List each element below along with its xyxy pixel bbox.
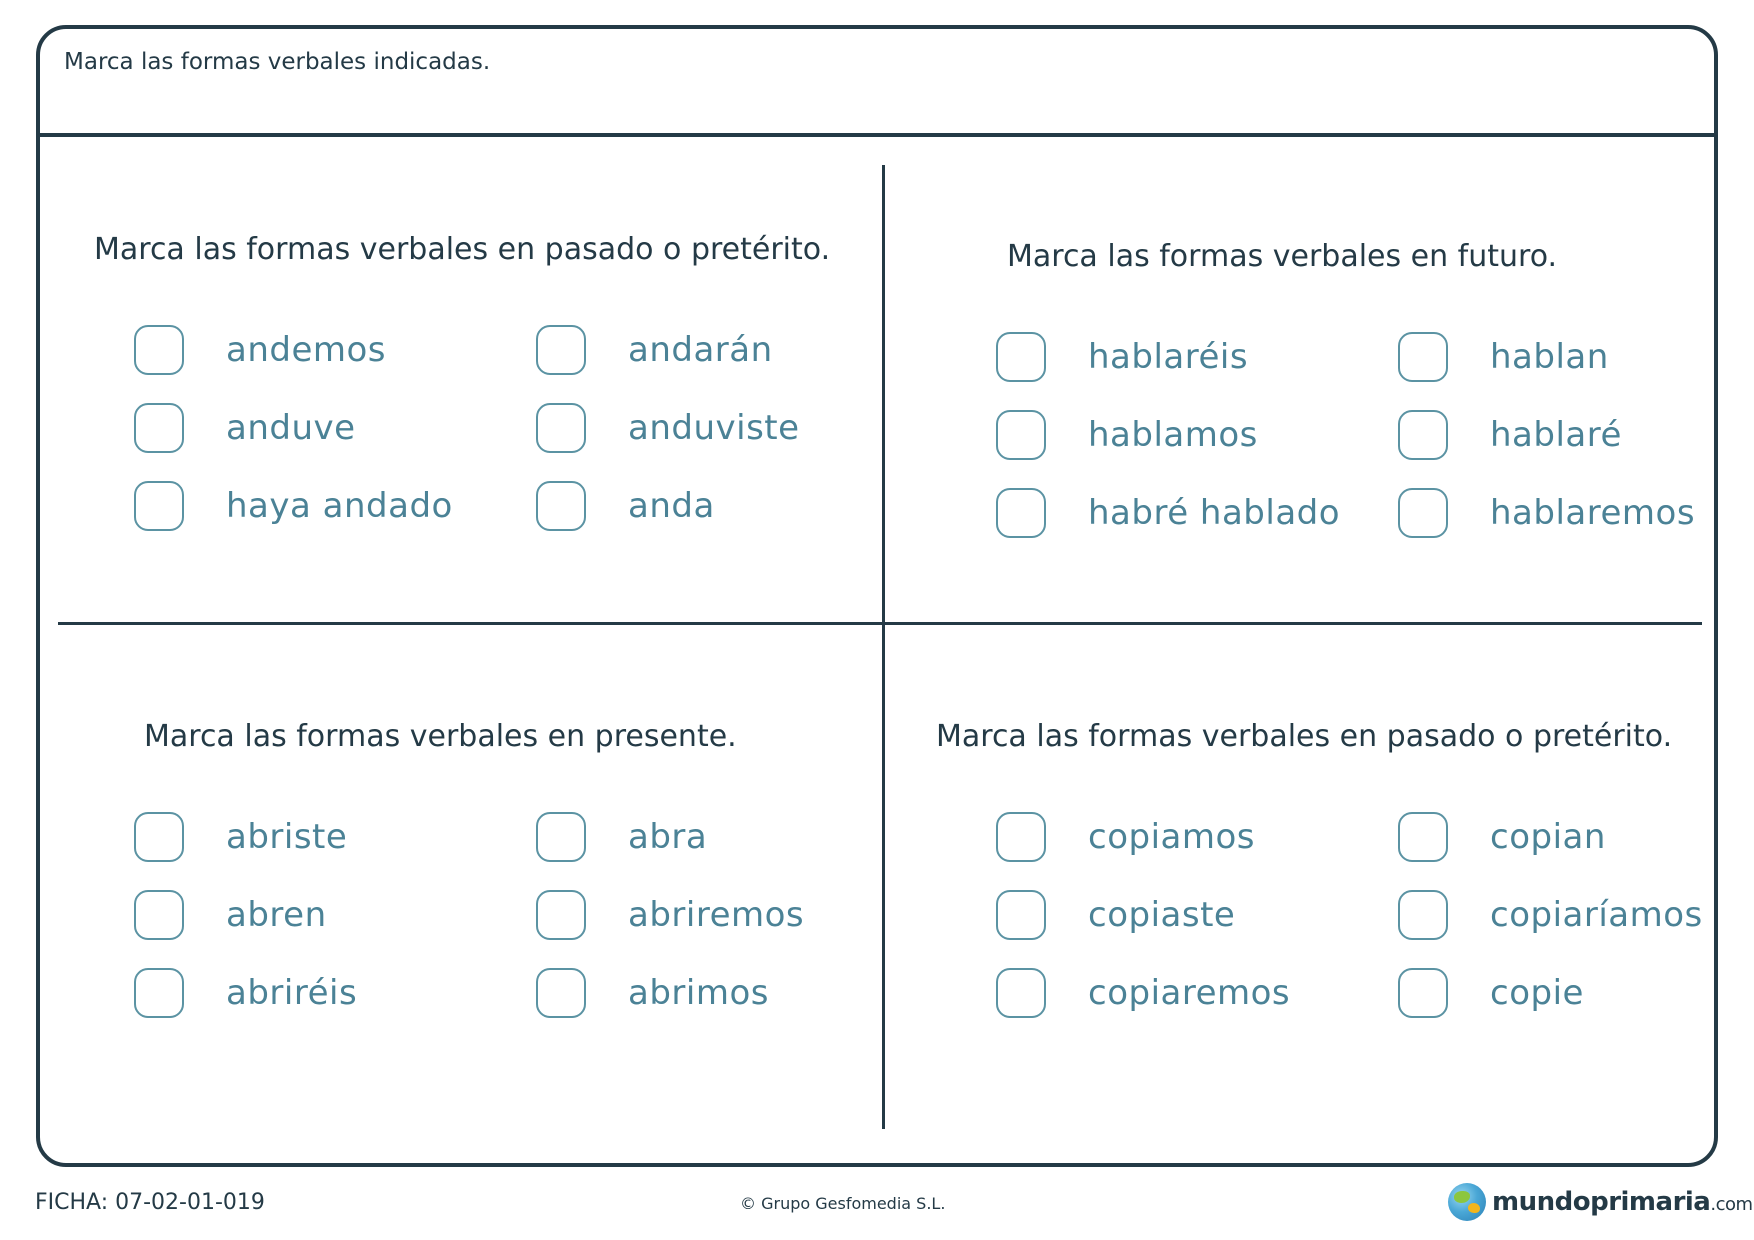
checkbox[interactable] xyxy=(996,410,1046,460)
checkbox[interactable] xyxy=(134,325,184,375)
quadrant-title-present: Marca las formas verbales en presente. xyxy=(144,719,737,754)
option-anduviste[interactable] xyxy=(536,400,800,456)
quadrant-title-past-1: Marca las formas verbales en pasado o pretérito. xyxy=(94,232,831,267)
checkbox[interactable] xyxy=(134,812,184,862)
checkbox[interactable] xyxy=(996,968,1046,1018)
horizontal-divider xyxy=(58,622,1702,625)
quadrant-title-past-2: Marca las formas verbales en pasado o pretérito. xyxy=(936,719,1673,754)
checkbox[interactable] xyxy=(134,968,184,1018)
option-anda[interactable] xyxy=(536,478,715,534)
option-label: copiaremos xyxy=(1088,973,1291,1013)
option-abriste[interactable] xyxy=(134,809,347,865)
option-copiariamos[interactable] xyxy=(1398,887,1703,943)
checkbox[interactable] xyxy=(996,332,1046,382)
checkbox[interactable] xyxy=(536,481,586,531)
option-label: haya andado xyxy=(226,486,453,526)
option-label: anduve xyxy=(226,408,356,448)
option-label: hablaré xyxy=(1490,415,1622,455)
option-anduve[interactable] xyxy=(134,400,356,456)
option-hablare[interactable] xyxy=(1398,407,1622,463)
checkbox[interactable] xyxy=(134,481,184,531)
option-label: hablamos xyxy=(1088,415,1258,455)
option-haya-andado[interactable] xyxy=(134,478,453,534)
option-label: habré hablado xyxy=(1088,493,1341,533)
checkbox[interactable] xyxy=(1398,968,1448,1018)
option-label: copian xyxy=(1490,817,1606,857)
option-label: abrimos xyxy=(628,973,769,1013)
option-label: anduviste xyxy=(628,408,800,448)
quadrant-title-future: Marca las formas verbales en futuro. xyxy=(1007,239,1558,274)
brand-tld: .com xyxy=(1710,1194,1753,1215)
checkbox[interactable] xyxy=(996,812,1046,862)
option-label: hablaréis xyxy=(1088,337,1249,377)
option-copiaste[interactable] xyxy=(996,887,1235,943)
option-hablareis[interactable] xyxy=(996,329,1248,385)
option-copiamos[interactable] xyxy=(996,809,1255,865)
ficha-code: FICHA: 07-02-01-019 xyxy=(35,1190,265,1215)
option-habre-hablado[interactable] xyxy=(996,485,1340,541)
option-andaran[interactable] xyxy=(536,322,773,378)
checkbox[interactable] xyxy=(1398,812,1448,862)
option-label: abriremos xyxy=(628,895,805,935)
instruction-text: Marca las formas verbales indicadas. xyxy=(64,49,491,75)
option-label: copiamos xyxy=(1088,817,1255,857)
option-label: andemos xyxy=(226,330,387,370)
option-label: andarán xyxy=(628,330,773,370)
checkbox[interactable] xyxy=(536,403,586,453)
checkbox[interactable] xyxy=(134,403,184,453)
option-andemos[interactable] xyxy=(134,322,386,378)
option-copie[interactable] xyxy=(1398,965,1584,1021)
copyright-text: © Grupo Gesfomedia S.L. xyxy=(740,1194,946,1213)
option-hablan[interactable] xyxy=(1398,329,1609,385)
checkbox[interactable] xyxy=(1398,890,1448,940)
checkbox[interactable] xyxy=(1398,410,1448,460)
checkbox[interactable] xyxy=(1398,488,1448,538)
vertical-divider xyxy=(882,165,885,1129)
checkbox[interactable] xyxy=(536,890,586,940)
option-abrireis[interactable] xyxy=(134,965,357,1021)
checkbox[interactable] xyxy=(536,812,586,862)
brand-name xyxy=(1492,1187,1753,1217)
checkbox[interactable] xyxy=(536,968,586,1018)
option-label: abriréis xyxy=(226,973,358,1013)
option-abriremos[interactable] xyxy=(536,887,804,943)
worksheet-frame xyxy=(36,25,1718,1167)
option-hablaremos[interactable] xyxy=(1398,485,1695,541)
option-abra[interactable] xyxy=(536,809,707,865)
option-label: hablaremos xyxy=(1490,493,1696,533)
option-hablamos[interactable] xyxy=(996,407,1258,463)
worksheet-header xyxy=(40,29,1714,137)
option-label: copie xyxy=(1490,973,1584,1013)
option-copian[interactable] xyxy=(1398,809,1606,865)
option-label: hablan xyxy=(1490,337,1609,377)
option-label: copiaríamos xyxy=(1490,895,1703,935)
brand-logo[interactable] xyxy=(1448,1183,1753,1221)
option-copiaremos[interactable] xyxy=(996,965,1290,1021)
option-abrimos[interactable] xyxy=(536,965,769,1021)
checkbox[interactable] xyxy=(536,325,586,375)
checkbox[interactable] xyxy=(134,890,184,940)
option-label: abren xyxy=(226,895,327,935)
globe-icon xyxy=(1448,1183,1486,1221)
option-abren[interactable] xyxy=(134,887,327,943)
brand-name-text: mundoprimaria xyxy=(1492,1187,1711,1217)
checkbox[interactable] xyxy=(1398,332,1448,382)
checkbox[interactable] xyxy=(996,488,1046,538)
option-label: abra xyxy=(628,817,708,857)
checkbox[interactable] xyxy=(996,890,1046,940)
option-label: anda xyxy=(628,486,715,526)
option-label: copiaste xyxy=(1088,895,1236,935)
option-label: abriste xyxy=(226,817,348,857)
